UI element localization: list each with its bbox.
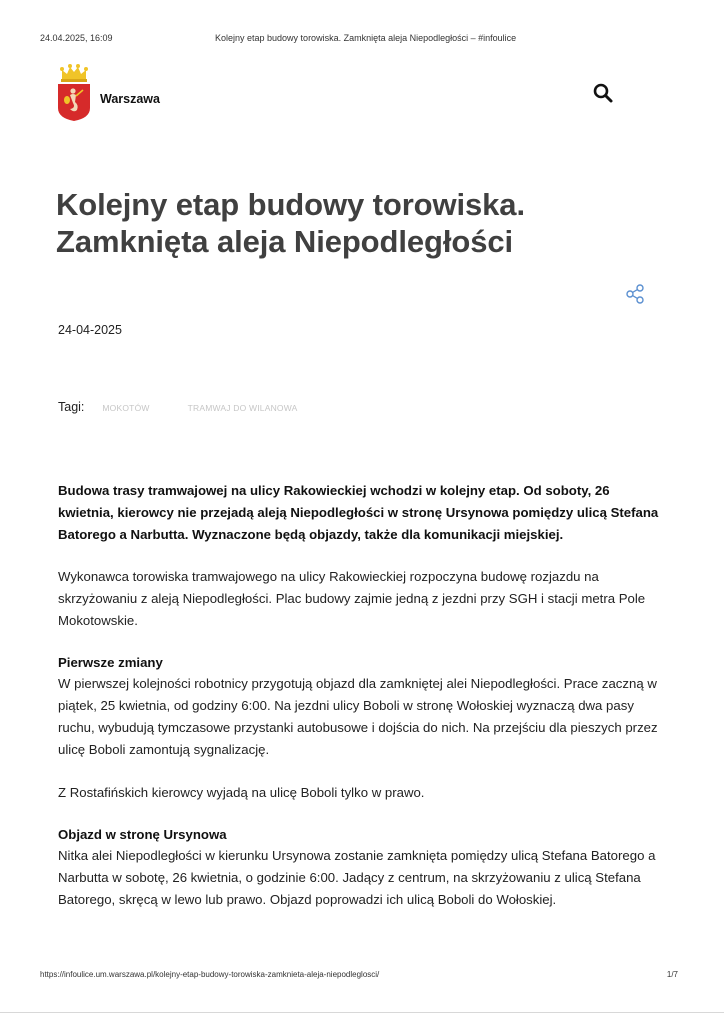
- print-header: [40, 33, 684, 43]
- section-heading-objazd: Objazd w stronę Ursynowa: [58, 827, 227, 842]
- tags-label: Tagi:: [58, 400, 85, 414]
- page-url: https://infoulice.um.warszawa.pl/kolejny-etap-budowy-torowiska-zamknieta-aleja-niepodleglosci/: [40, 970, 380, 979]
- divider: [0, 1012, 724, 1013]
- article-intro: Wykonawca torowiska tramwajowego na ulicy Rakowieckiej rozpoczyna budowę rozjazdu na skrzyżowaniu z aleją Niepodległości. Plac budowy zajmie jedną z jezdni przy SGH i stacji metra Pole Mokotowskie.: [58, 569, 646, 628]
- article-title: Kolejny etap budowy torowiska. Zamknięta aleja Niepodległości: [56, 187, 525, 259]
- tag-link-tramwaj-do-wilanowa[interactable]: TRAMWAJ DO WILANOWA: [187, 403, 298, 413]
- tag-list: [58, 400, 336, 414]
- article-body: [58, 480, 668, 911]
- print-footer: [40, 970, 678, 979]
- print-datetime: 24.04.2025, 16:09: [40, 33, 113, 43]
- warsaw-crest-logo: [56, 62, 92, 122]
- share-icon: [624, 283, 646, 305]
- brand-name: Warszawa: [100, 92, 160, 106]
- site-logo[interactable]: [56, 62, 160, 122]
- print-doc-title: Kolejny etap budowy torowiska. Zamknięta aleja Niepodległości – #infoulice: [215, 33, 517, 43]
- tag-link-mokotow[interactable]: MOKOTÓW: [102, 403, 150, 413]
- article-paragraph: W pierwszej kolejności robotnicy przygotują objazd dla zamkniętej alei Niepodległości. Prace zaczną w piątek, 25 kwietnia, od godziny 6:00. Na jezdni ulicy Boboli w stronę Wołoskiej wyznaczą dwa pasy ruchu, wybudują tymczasowe przystanki autobusowe i dojścia do nich. Na przejściu dla pieszych przez ulicę Boboli zamontują sygnalizację.: [58, 676, 658, 757]
- search-button[interactable]: [592, 82, 614, 104]
- page-number: 1/7: [666, 970, 678, 979]
- article-paragraph: Nitka alei Niepodległości w kierunku Ursynowa zostanie zamknięta pomiędzy ulicą Stefana Batorego a Narbutta w sobotę, 26 kwietnia, o godzinie 6:00. Jadący z centrum, na skrzyżowaniu z ulicą Stefana Batorego, skręcą w lewo lub prawo. Objazd poprowadzi ich ulicą Boboli do Wołoskiej.: [58, 848, 656, 907]
- article-lead: Budowa trasy tramwajowej na ulicy Rakowieckiej wchodzi w kolejny etap. Od soboty, 26 kwietnia, kierowcy nie przejadą aleją Niepodległości w stronę Ursynowa pomiędzy ulicą Stefana Batorego a Narbutta. Wyznaczone będą objazdy, także dla komunikacji miejskiej.: [58, 483, 659, 542]
- publication-date: 24-04-2025: [58, 323, 122, 337]
- share-button[interactable]: [624, 283, 646, 305]
- section-heading-pierwsze-zmiany: Pierwsze zmiany: [58, 655, 163, 670]
- article-paragraph: Z Rostafińskich kierowcy wyjadą na ulicę Boboli tylko w prawo.: [58, 785, 425, 800]
- search-icon: [592, 82, 614, 104]
